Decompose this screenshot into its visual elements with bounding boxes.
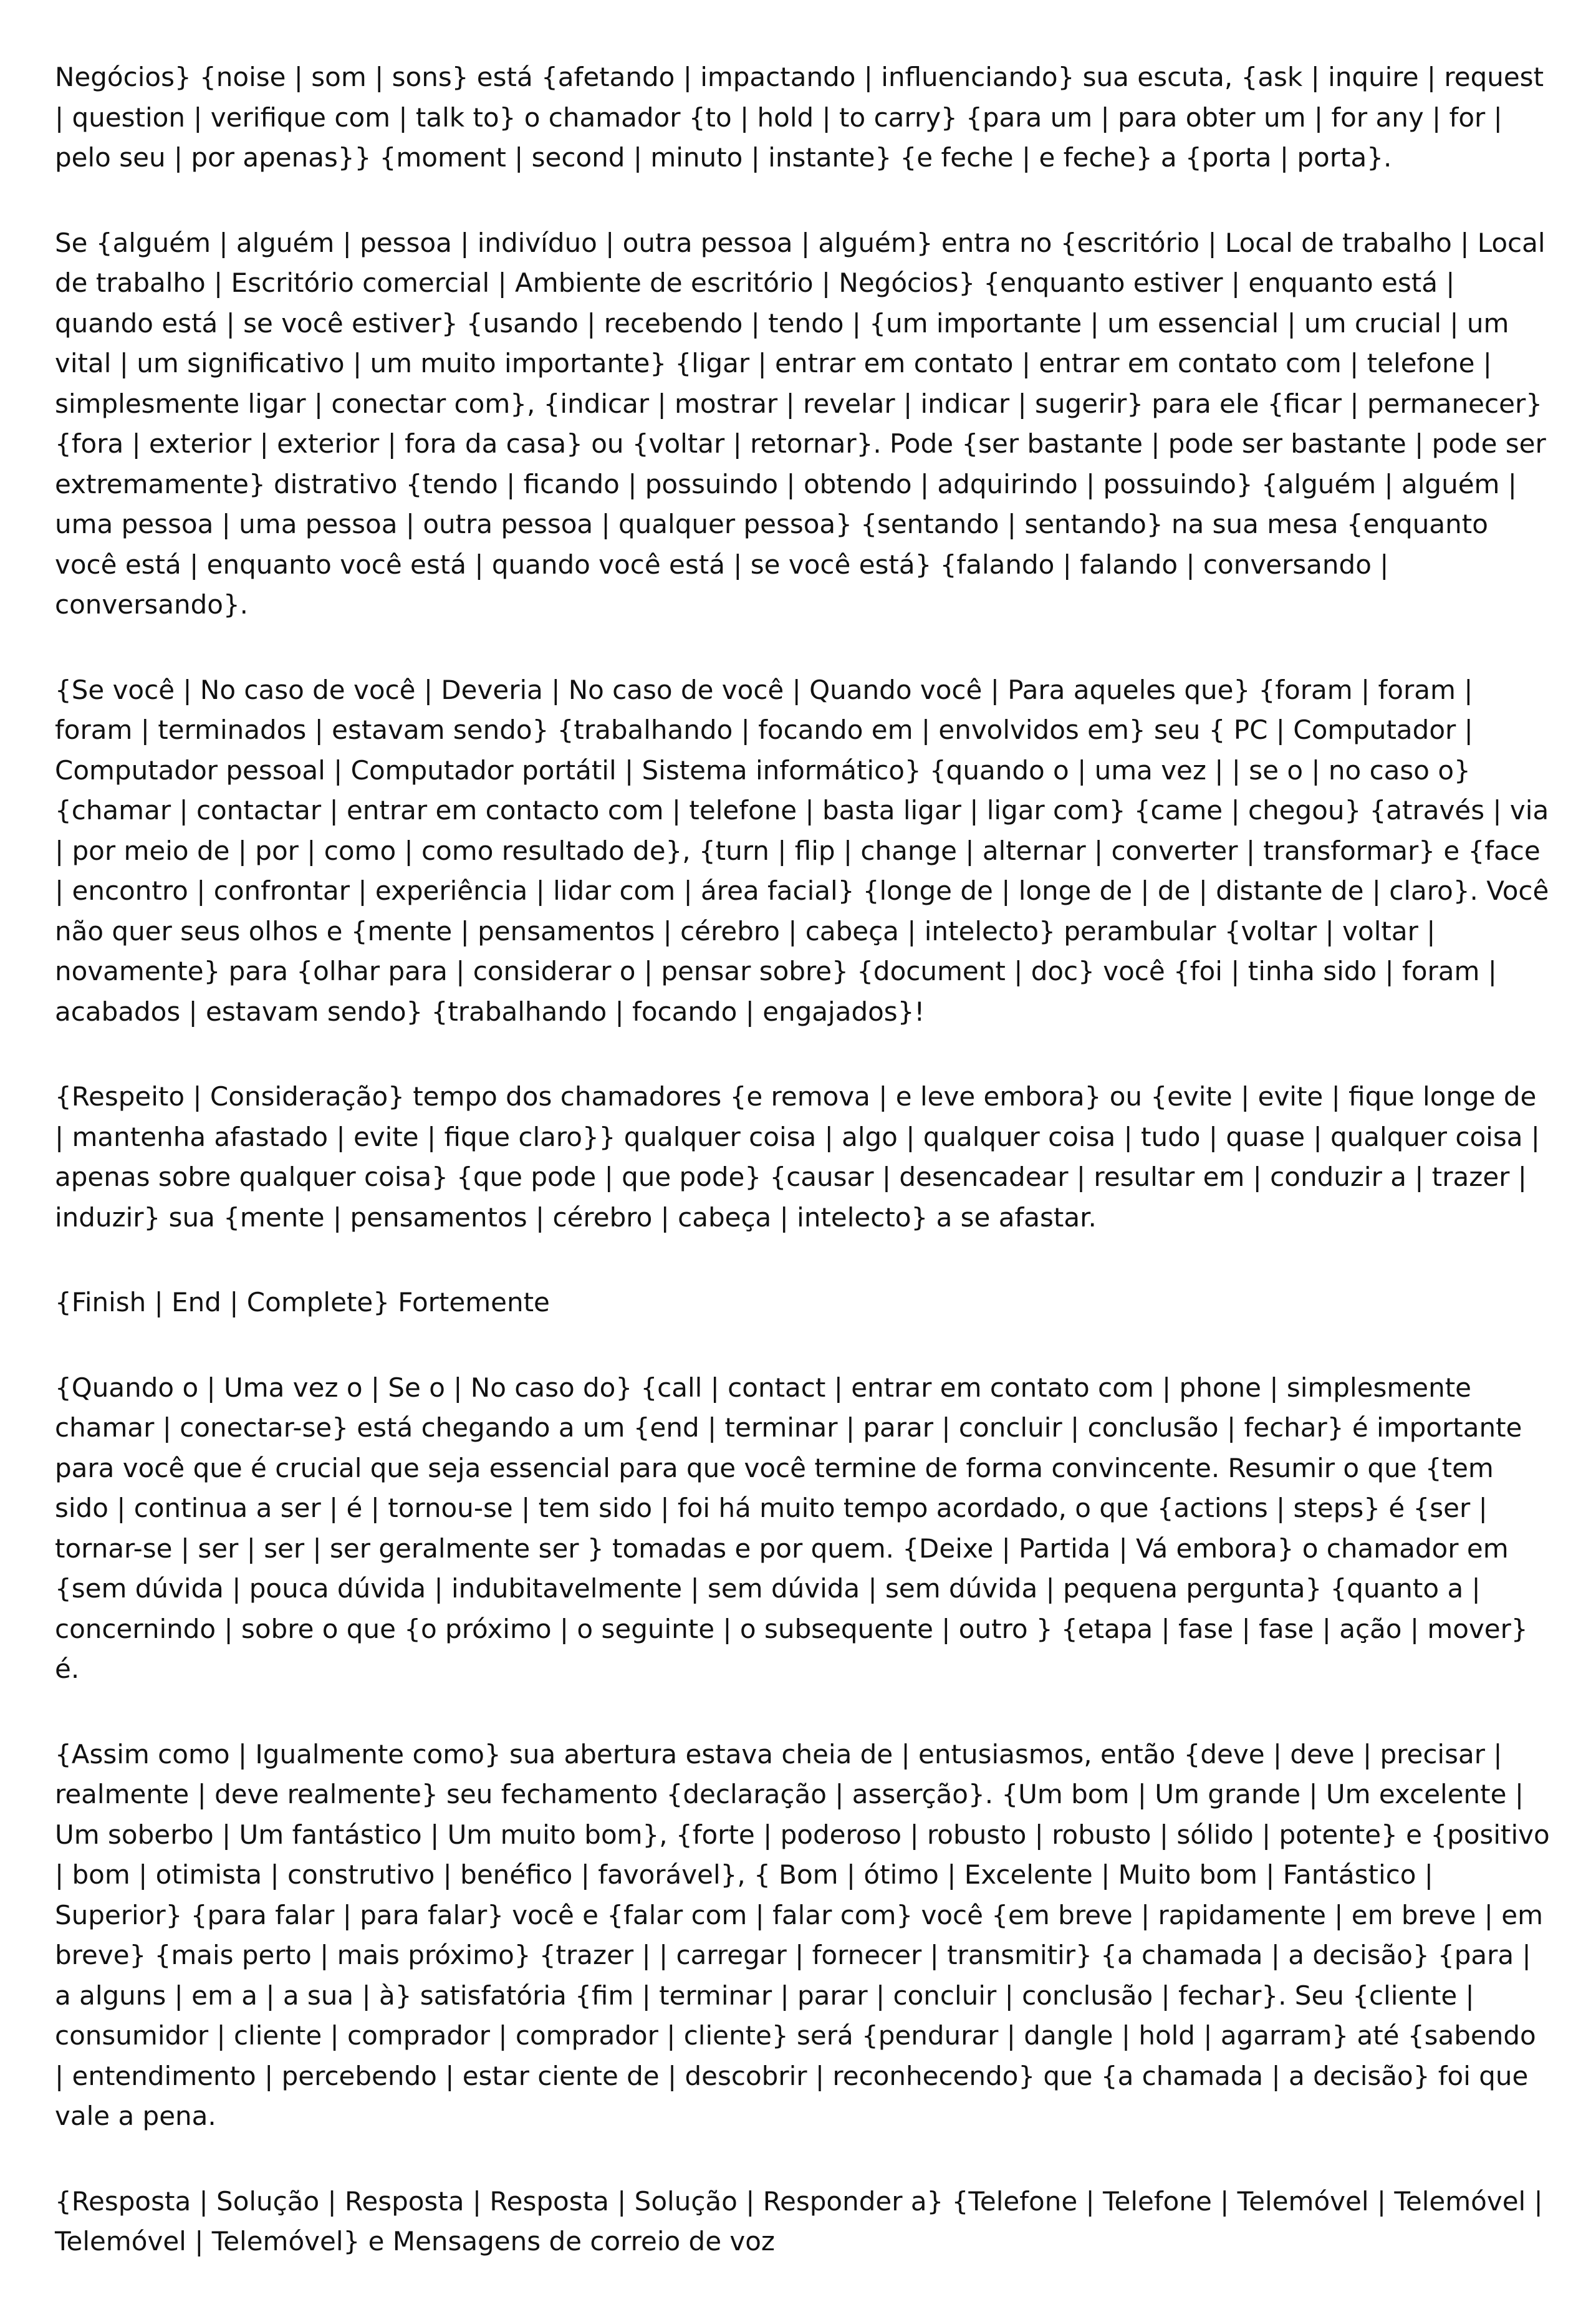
section-heading-voicemail: {Resposta | Solução | Resposta | Resposta | Solução | Responder a} {Telefone | Telefone | Telemóvel | Telemóvel | Telemóvel | Telemóvel} e Mensagens de correio de voz xyxy=(55,2185,1543,2256)
paragraph-7: {Assim como | Igualmente como} sua abertura estava cheia de | entusiasmos, então {deve | deve | precisar | realmente | deve realmente} seu fechamento {declaração | asserção}. {Um bom | Um grande | Um excelente | Um soberbo | Um fantástico | Um muito bom}, {forte | poderoso | robusto | robusto | sólido | potente} e {positivo | bom | otimista | construtivo | benéfico | favorável}, { Bom | ótimo | Excelente | Muito bom | Fantástico | Superior} {para falar | para falar} você e {falar com | falar com} você {em breve | rapidamente | em breve | em breve} {mais perto | mais próximo} {trazer | | carregar | fornecer | transmitir} {a chamada | a decisão} {para | a alguns | em a | a sua | à} satisfatória {fim | terminar | parar | concluir | conclusão | fechar}. Seu {cliente | consumidor | cliente | comprador | comprador | cliente} será {pendurar | dangle | hold | agarram} até {sabendo | entendimento | percebendo | estar ciente de | descobrir | reconhecendo} que {a chamada | a decisão} foi que vale a pena. xyxy=(55,1738,1550,2131)
document-body xyxy=(55,57,1551,2307)
paragraph-4: {Respeito | Consideração} tempo dos chamadores {e remova | e leve embora} ou {evite | evite | fique longe de | mantenha afastado | evite | fique claro}} qualquer coisa | algo | qualquer coisa | tudo | quase | qualquer coisa | apenas sobre qualquer coisa} {que pode | que pode} {causar | desencadear | resultar em | conduzir a | trazer | induzir} sua {mente | pensamentos | cérebro | cabeça | intelecto} a se afastar. xyxy=(55,1081,1540,1233)
paragraph-6: {Quando o | Uma vez o | Se o | No caso do} {call | contact | entrar em contato com | phone | simplesmente chamar | conectar-se} está chegando a um {end | terminar | parar | concluir | conclusão | fechar} é importante para você que é crucial que seja essencial para que você termine de forma convincente. Resumir o que {tem sido | continua a ser | é | tornou-se | tem sido | foi há muito tempo acordado, o que {actions | steps} é {ser | tornar-se | ser | ser | ser geralmente ser } tomadas e por quem. {Deixe | Partida | Vá embora} o chamador em {sem dúvida | pouca dúvida | indubitavelmente | sem dúvida | sem dúvida | pequena pergunta} {quanto a | concernindo | sobre o que {o próximo | o seguinte | o subsequente | outro } {etapa | fase | fase | ação | mover} é. xyxy=(55,1372,1528,1684)
paragraph-3: {Se você | No caso de você | Deveria | No caso de você | Quando você | Para aqueles que} {foram | foram | foram | terminados | estavam sendo} {trabalhando | focando em | envolvidos em} seu { PC | Computador | Computador pessoal | Computador portátil | Sistema informático} {quando o | uma vez | | se o | no caso o} {chamar | contactar | entrar em contacto com | telefone | basta ligar | ligar com} {came | chegou} {através | via | por meio de | por | como | como resultado de}, {turn | flip | change | alternar | converter | transformar} e {face | encontro | confrontar | experiência | lidar com | área facial} {longe de | longe de | de | distante de | claro}. Você não quer seus olhos e {mente | pensamentos | cérebro | cabeça | intelecto} perambular {voltar | voltar | novamente} para {olhar para | considerar o | pensar sobre} {document | doc} você {foi | tinha sido | foram | acabados | estavam sendo} {trabalhando | focando | engajados}! xyxy=(55,674,1549,1027)
paragraph-1: Negócios} {noise | som | sons} está {afetando | impactando | influenciando} sua escuta, {ask | inquire | request | question | verifique com | talk to} o chamador {to | hold | to carry} {para um | para obter um | for any | for | pelo seu | por apenas}} {moment | second | minuto | instante} {e feche | e feche} a {porta | porta}. xyxy=(55,62,1544,173)
section-heading-finish: {Finish | End | Complete} Fortemente xyxy=(55,1287,550,1317)
paragraph-2: Se {alguém | alguém | pessoa | indivíduo | outra pessoa | alguém} entra no {escritório | Local de trabalho | Local de trabalho | Escritório comercial | Ambiente de escritório | Negócios} {enquanto estiver | enquanto está | quando está | se você estiver} {usando | recebendo | tendo | {um importante | um essencial | um crucial | um vital | um significativo | um muito importante} {ligar | entrar em contato | entrar em contato com | telefone | simplesmente ligar | conectar com}, {indicar | mostrar | revelar | indicar | sugerir} para ele {ficar | permanecer} {fora | exterior | exterior | fora da casa} ou {voltar | retornar}. Pode {ser bastante | pode ser bastante | pode ser extremamente} distrativo {tendo | ficando | possuindo | obtendo | adquirindo | possuindo} {alguém | alguém | uma pessoa | uma pessoa | outra pessoa | qualquer pessoa} {sentando | sentando} na sua mesa {enquanto você está | enquanto você está | quando você está | se você está} {falando | falando | conversando | conversando}. xyxy=(55,227,1546,620)
